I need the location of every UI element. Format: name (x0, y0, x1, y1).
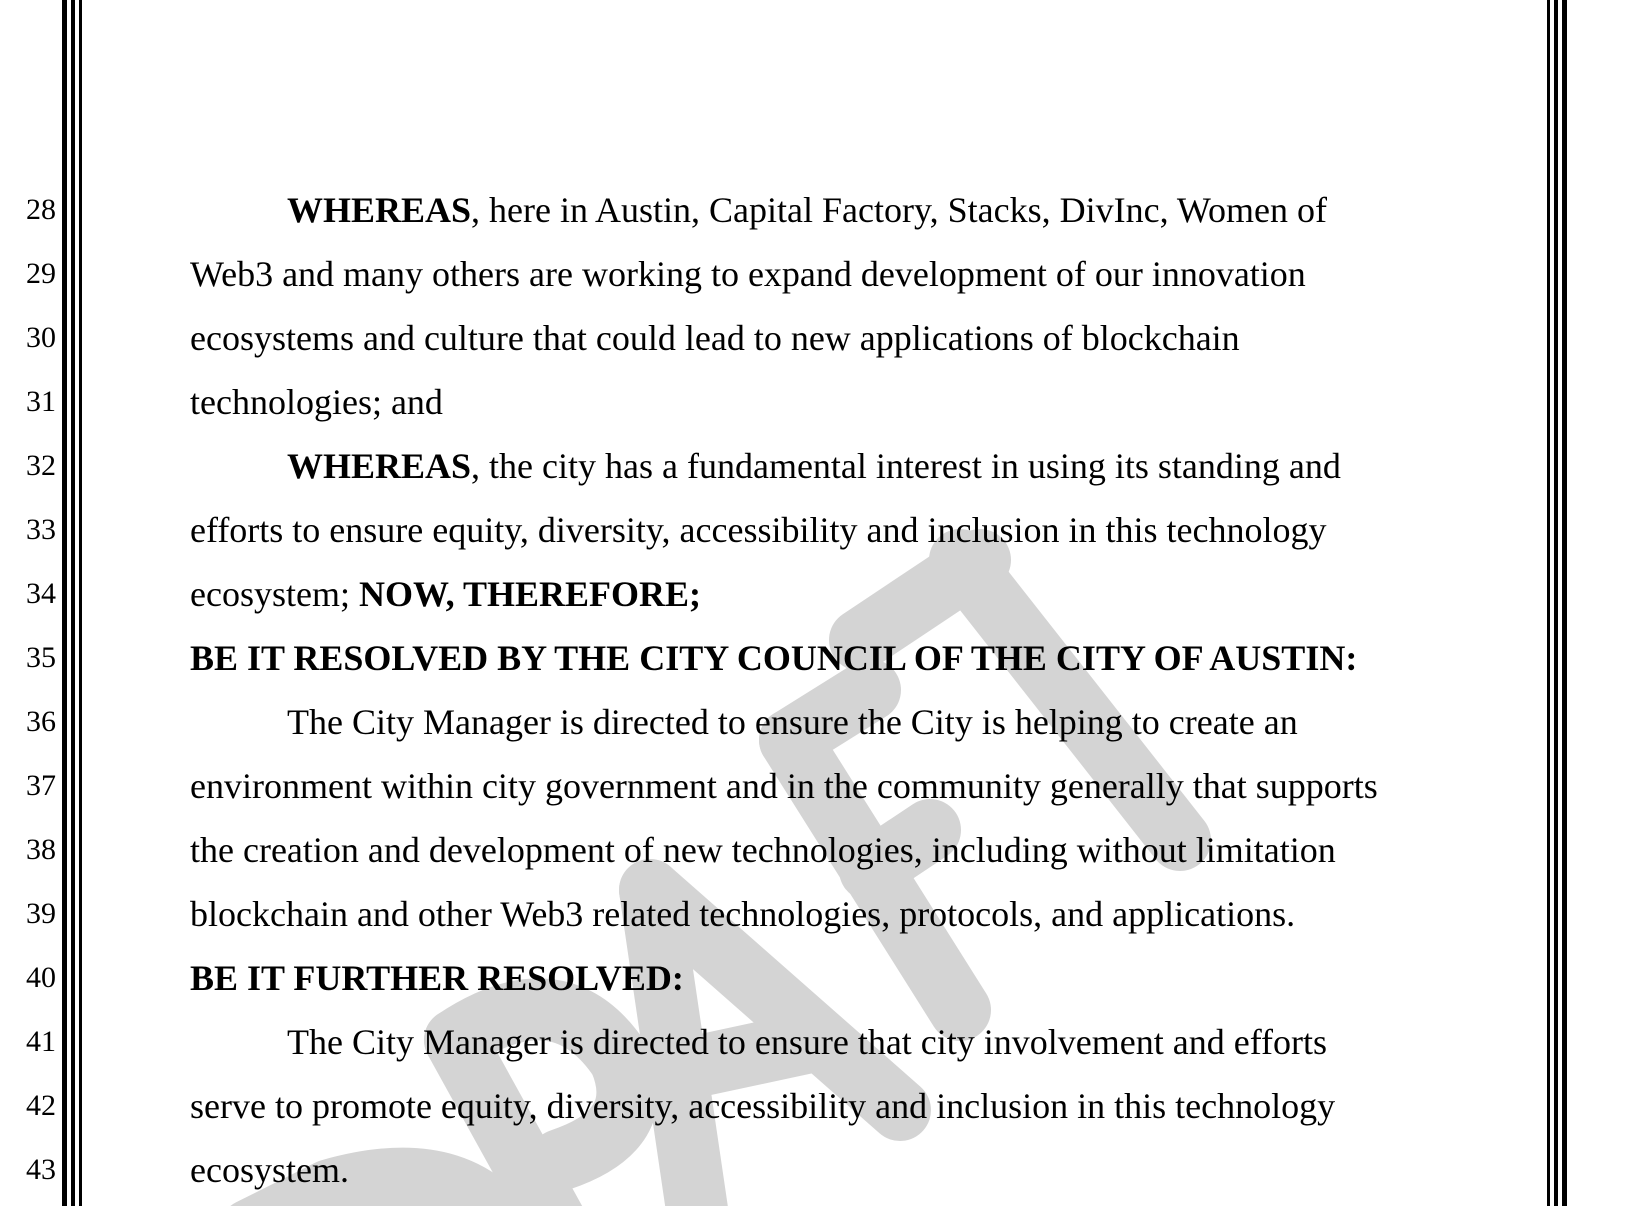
line-number: 35 (26, 641, 56, 674)
line-number: 29 (26, 257, 56, 290)
further-resolved-heading: BE IT FURTHER RESOLVED: (190, 958, 684, 998)
line-text: environment within city government and in the community generally that supports (190, 766, 1378, 806)
line-number: 40 (26, 961, 56, 994)
doc-line (0, 574, 1628, 614)
line-text: the creation and development of new technologies, including without limitation (190, 830, 1336, 870)
line-text: blockchain and other Web3 related technologies, protocols, and applications. (190, 894, 1296, 934)
whereas-keyword: WHEREAS (287, 190, 472, 230)
doc-line (0, 638, 1628, 678)
line-number: 42 (26, 1089, 56, 1122)
whereas-keyword: WHEREAS (287, 446, 472, 486)
line-number: 31 (26, 385, 56, 418)
line-number: 36 (26, 705, 56, 738)
line-number: 38 (26, 833, 56, 866)
doc-line (0, 894, 1628, 934)
line-number: 43 (26, 1153, 56, 1186)
line-text: The City Manager is directed to ensure the City is helping to create an (287, 702, 1298, 742)
line-number: 41 (26, 1025, 56, 1058)
line-text: technologies; and (190, 382, 443, 422)
line-text: WHEREAS, the city has a fundamental interest in using its standing and (287, 446, 1341, 486)
doc-line (0, 766, 1628, 806)
doc-line (0, 1086, 1628, 1126)
doc-line (0, 510, 1628, 550)
line-number: 34 (26, 577, 56, 610)
line-number: 28 (26, 193, 56, 226)
line-text: Web3 and many others are working to expand development of our innovation (190, 254, 1306, 294)
line-number: 33 (26, 513, 56, 546)
doc-line (0, 1150, 1628, 1190)
line-text: ecosystem. (190, 1150, 349, 1190)
line-text: The City Manager is directed to ensure that city involvement and efforts (287, 1022, 1328, 1062)
now-therefore-keyword: NOW, THEREFORE; (358, 574, 702, 614)
doc-line (0, 446, 1628, 486)
doc-line (0, 830, 1628, 870)
resolution-heading: BE IT RESOLVED BY THE CITY COUNCIL OF THE CITY OF AUSTIN: (190, 638, 1358, 678)
doc-line (0, 702, 1628, 742)
line-text: ecosystem; NOW, THEREFORE; (190, 574, 702, 614)
line-number: 39 (26, 897, 56, 930)
doc-line (0, 190, 1628, 230)
line-number: 37 (26, 769, 56, 802)
line-number: 30 (26, 321, 56, 354)
line-text: ecosystems and culture that could lead to new applications of blockchain (190, 318, 1240, 358)
line-text: efforts to ensure equity, diversity, accessibility and inclusion in this technology (190, 510, 1327, 550)
doc-line (0, 318, 1628, 358)
line-number: 32 (26, 449, 56, 482)
doc-line (0, 958, 1628, 998)
line-text: serve to promote equity, diversity, accessibility and inclusion in this technology (190, 1086, 1336, 1126)
line-text: WHEREAS, here in Austin, Capital Factory, Stacks, DivInc, Women of (287, 190, 1327, 230)
doc-line (0, 254, 1628, 294)
doc-line (0, 1022, 1628, 1062)
doc-line (0, 382, 1628, 422)
